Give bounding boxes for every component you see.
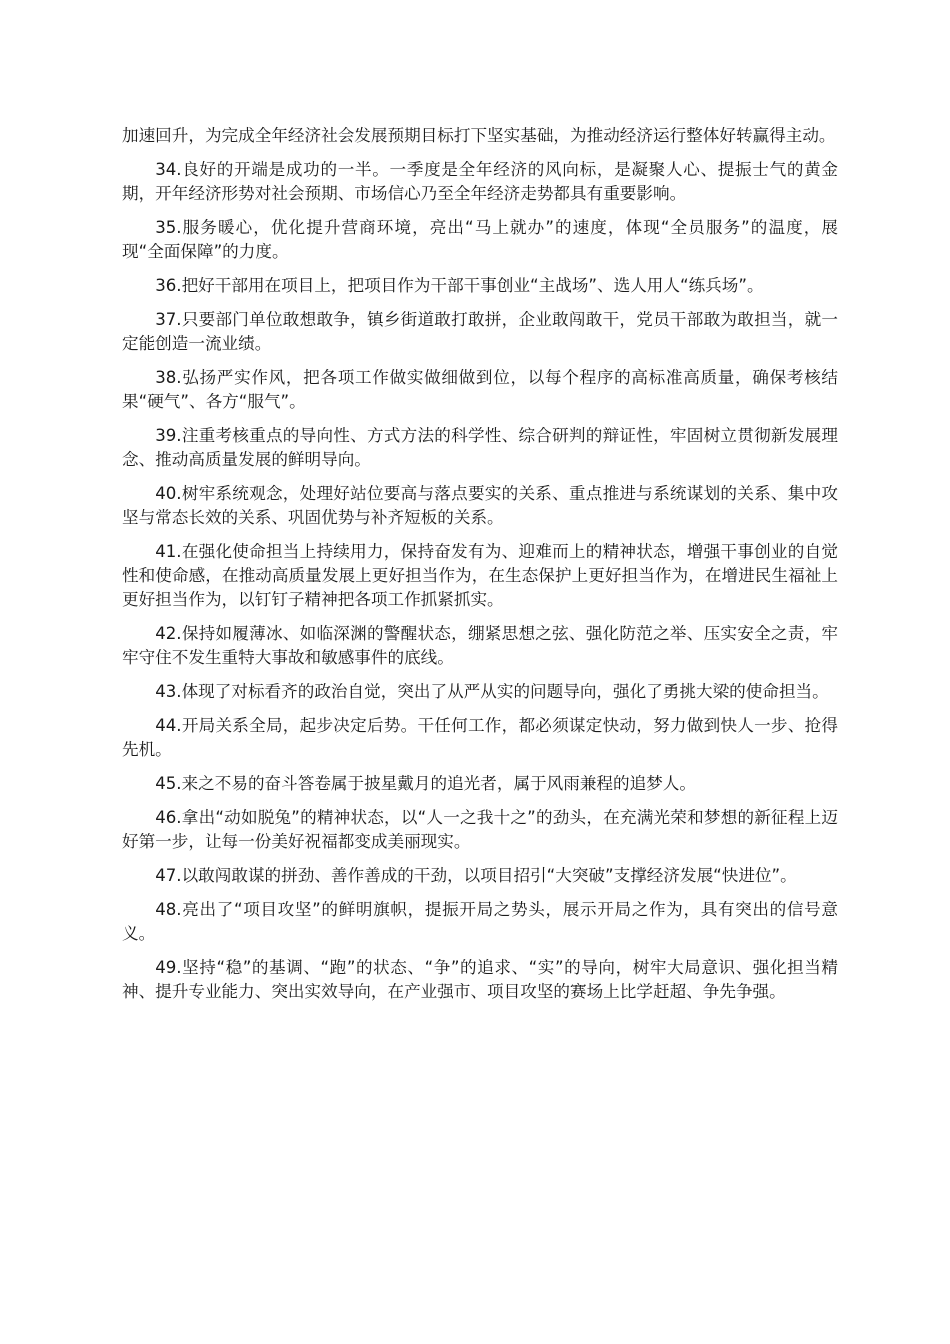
- paragraph-43: 43.体现了对标看齐的政治自觉，突出了从严从实的问题导向，强化了勇挑大梁的使命担当。: [155, 682, 829, 701]
- paragraph-37: 37.只要部门单位敢想敢争，镇乡街道敢打敢拼，企业敢闯敢干，党员干部敢为敢担当，就一定能创造一流业绩。: [122, 310, 838, 353]
- document-body: [122, 124, 838, 1014]
- paragraph-42: 42.保持如履薄冰、如临深渊的警醒状态，绷紧思想之弦、强化防范之举、压实安全之责，牢牢守住不发生重特大事故和敏感事件的底线。: [122, 624, 838, 667]
- paragraph-41: 41.在强化使命担当上持续用力，保持奋发有为、迎难而上的精神状态，增强干事创业的自觉性和使命感，在推动高质量发展上更好担当作为，在生态保护上更好担当作为，在增进民生福祉上更好担当作为，以钉钉子精神把各项工作抓紧抓实。: [122, 542, 838, 609]
- paragraph-38: 38.弘扬严实作风，把各项工作做实做细做到位，以每个程序的高标准高质量，确保考核结果“硬气”、各方“服气”。: [122, 368, 838, 411]
- paragraph-45: 45.来之不易的奋斗答卷属于披星戴月的追光者，属于风雨兼程的追梦人。: [155, 774, 696, 793]
- paragraph-continued: 加速回升，为完成全年经济社会发展预期目标打下坚实基础，为推动经济运行整体好转赢得主动。: [122, 126, 836, 145]
- paragraph-47: 47.以敢闯敢谋的拼劲、善作善成的干劲，以项目招引“大突破”支撑经济发展“快进位”。: [155, 866, 797, 885]
- paragraph-40: 40.树牢系统观念，处理好站位要高与落点要实的关系、重点推进与系统谋划的关系、集中攻坚与常态长效的关系、巩固优势与补齐短板的关系。: [122, 484, 838, 527]
- paragraph-49: 49.坚持“稳”的基调、“跑”的状态、“争”的追求、“实”的导向，树牢大局意识、强化担当精神、提升专业能力、突出实效导向，在产业强市、项目攻坚的赛场上比学赶超、争先争强。: [122, 958, 838, 1001]
- paragraph-36: 36.把好干部用在项目上，把项目作为干部干事创业“主战场”、选人用人“练兵场”。: [155, 276, 764, 295]
- paragraph-44: 44.开局关系全局，起步决定后势。干任何工作，都必须谋定快动，努力做到快人一步、抢得先机。: [122, 716, 838, 759]
- paragraph-46: 46.拿出“动如脱兔”的精神状态，以“人一之我十之”的劲头，在充满光荣和梦想的新征程上迈好第一步，让每一份美好祝福都变成美丽现实。: [122, 808, 838, 851]
- paragraph-39: 39.注重考核重点的导向性、方式方法的科学性、综合研判的辩证性，牢固树立贯彻新发展理念、推动高质量发展的鲜明导向。: [122, 426, 838, 469]
- paragraph-34: 34.良好的开端是成功的一半。一季度是全年经济的风向标，是凝聚人心、提振士气的黄金期，开年经济形势对社会预期、市场信心乃至全年经济走势都具有重要影响。: [122, 160, 838, 203]
- paragraph-35: 35.服务暖心，优化提升营商环境，亮出“马上就办”的速度，体现“全员服务”的温度，展现“全面保障”的力度。: [122, 218, 838, 261]
- paragraph-48: 48.亮出了“项目攻坚”的鲜明旗帜，提振开局之势头，展示开局之作为，具有突出的信号意义。: [122, 900, 838, 943]
